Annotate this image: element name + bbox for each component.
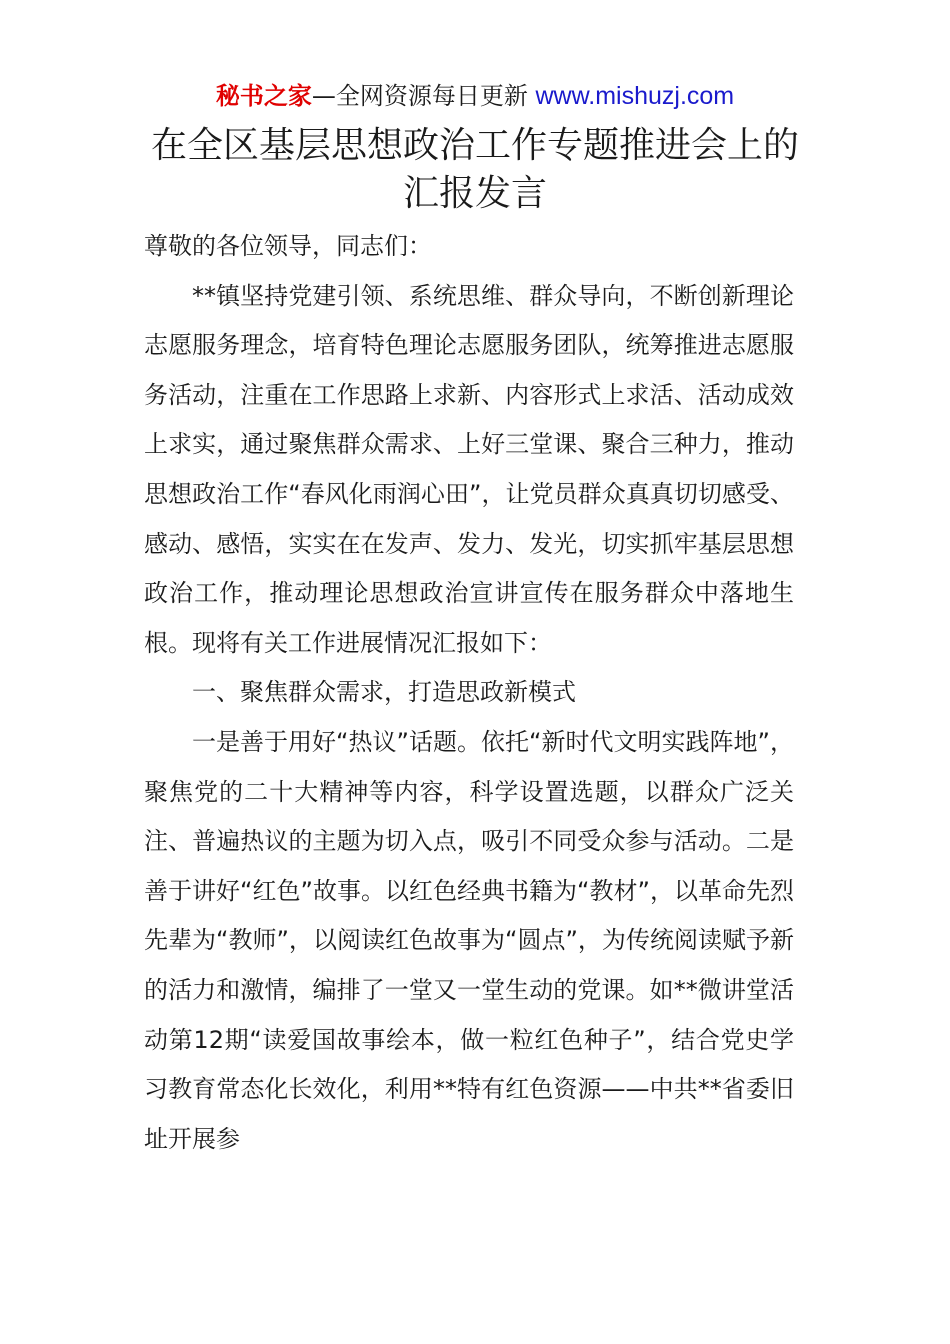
document-title — [100, 122, 850, 218]
section-heading-1: 一、聚焦群众需求，打造思政新模式 — [192, 678, 576, 707]
document-body — [144, 222, 794, 1164]
site-brand: 秘书之家 — [215, 82, 312, 110]
body-paragraph: 一是善于用好“热议”话题。依托“新时代文明实践阵地”，聚焦党的二十大精神等内容，科学设置选题，以群众广泛关注、普遍热议的主题为切入点，吸引不同受众参与活动。二是善于讲好“红色”故事。以红色经典书籍为“教材”，以革命先烈先辈为“教师”，以阅读红色故事为“圆点”，为传统阅读赋予新的活力和激情，编排了一堂又一堂生动的党课。如**微讲堂活动第12期“读爱国故事绘本，做一粒红色种子”，结合党史学习教育常态化长效化，利用**特有红色资源——中共**省委旧址开展参 — [144, 727, 794, 1153]
document-title-line-2: 汇报发言 — [402, 173, 547, 214]
site-header — [0, 80, 950, 112]
site-url-link[interactable]: www.mishuzj.com — [535, 82, 735, 110]
document-title-line-1: 在全区基层思想政治工作专题推进会上的 — [150, 125, 799, 166]
intro-paragraph: **镇坚持党建引领、系统思维、群众导向，不断创新理论志愿服务理念，培育特色理论志愿服务团队，统筹推进志愿服务活动，注重在工作思路上求新、内容形式上求活、活动成效上求实，通过聚焦群众需求、上好三堂课、聚合三种力，推动思想政治工作“春风化雨润心田”，让党员群众真真切切感受、感动、感悟，实实在在发声、发力、发光，切实抓牢基层思想政治工作，推动理论思想政治宣讲宣传在服务群众中落地生根。现将有关工作进展情况汇报如下： — [144, 281, 794, 657]
salutation: 尊敬的各位领导，同志们： — [144, 232, 432, 260]
site-tagline: —全网资源每日更新 — [311, 82, 528, 110]
